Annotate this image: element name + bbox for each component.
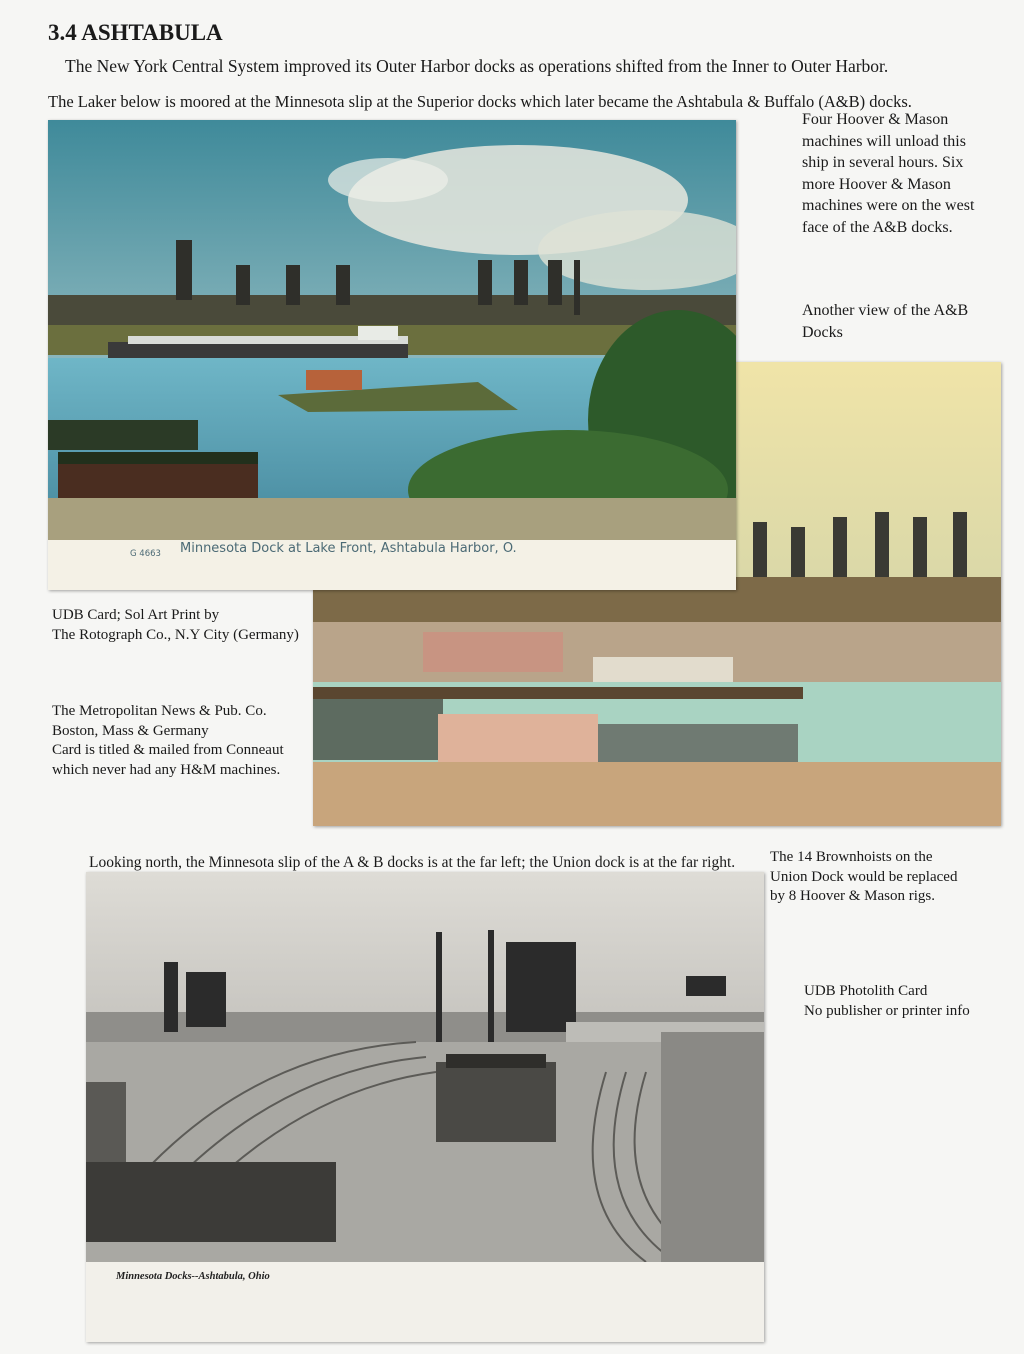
card1-caption: Minnesota Dock at Lake Front, Ashtabula Harbor, O.	[180, 541, 517, 556]
card2-side-note: Another view of the A&B Docks	[802, 302, 969, 341]
laker-note: The Laker below is moored at the Minnesota slip at the Superior docks which later became the Ashtabula & Buffalo (A&B) docks.	[48, 92, 912, 111]
card3-caption: Minnesota Docks--Ashtabula, Ohio	[116, 1271, 270, 1282]
card3-heading: Looking north, the Minnesota slip of the A & B docks is at the far left; the Union dock is at the far right.	[89, 854, 736, 871]
intro-text: The New York Central System improved its Outer Harbor docks as operations shifted from the Inner to Outer Harbor.	[65, 56, 889, 76]
postcard-image	[48, 120, 736, 590]
card3-side-note: The 14 Brownhoists on the Union Dock would be replaced by 8 Hoover & Mason rigs.	[770, 849, 958, 904]
card3-credit: UDB Photolith Card No publisher or printer info	[804, 983, 970, 1019]
card1-side-note: Four Hoover & Mason machines will unload this ship in several hours. Six more Hoover & Mason machines were on the west face of the A&B docks.	[802, 111, 975, 236]
postcard-minnesota-docks-bw	[86, 872, 764, 1342]
card1-credit: UDB Card; Sol Art Print by The Rotograph Co., N.Y City (Germany)	[52, 607, 299, 643]
page-title: 3.4 ASHTABULA	[48, 20, 223, 45]
card1-number: G 4663	[130, 549, 161, 559]
postcard-minnesota-dock	[48, 120, 736, 590]
card2-credit: The Metropolitan News & Pub. Co. Boston, Mass & Germany Card is titled & mailed from Conneaut which never had any H&M machines.	[52, 703, 284, 778]
postcard-image	[86, 872, 764, 1342]
